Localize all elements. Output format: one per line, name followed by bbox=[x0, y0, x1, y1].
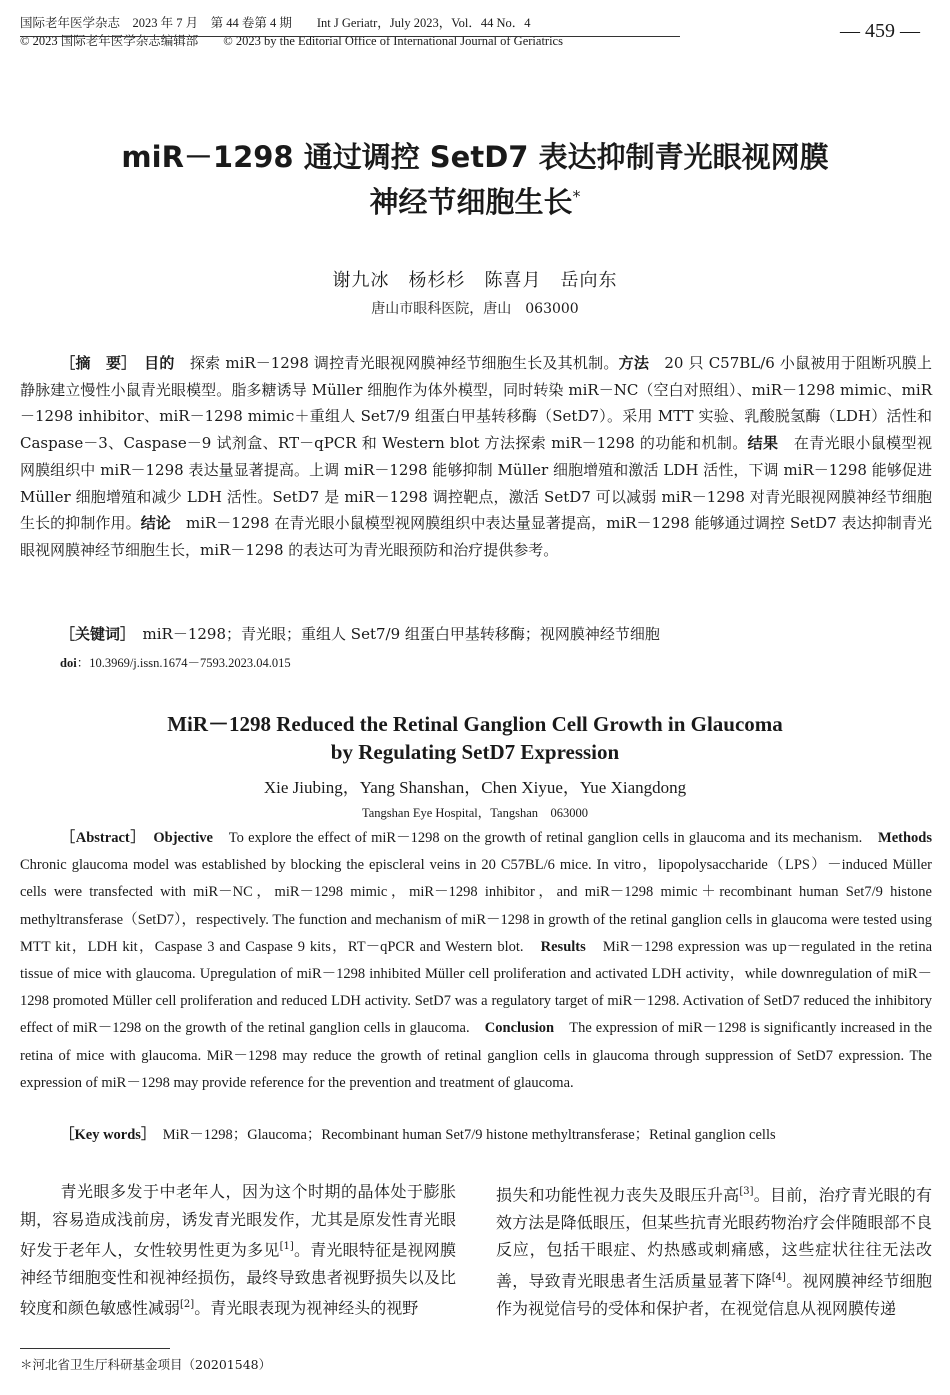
citation-3: [3] bbox=[739, 1186, 754, 1197]
funding-mark: * bbox=[572, 186, 581, 206]
chinese-title-line-1: miR－1298 通过调控 SetD7 表达抑制青光眼视网膜 bbox=[121, 140, 829, 174]
keywords-en-text: MiR－1298；Glaucoma；Recombinant human Set7/9 histone methyltransferase；Retinal ganglion cells bbox=[162, 1127, 776, 1143]
methods-en-text: Chronic glaucoma model was established by blocking the episcleral veins in 20 C57BL/6 mice. In vitro，lipopolysaccharide（LPS）－induced Müller cells were transfected with miR－NC，miR－1298 mimic，miR－1298 inhibitor，and miR－1298 mimic＋recombinant human Set7/9 histone methyltransferase（SetD7），respectively. The function and mechanism of miR－1298 in growth of the retinal ganglion cells in glaucoma were tested using MTT kit，LDH kit，Caspase 3 and Caspase 9 kits，RT－qPCR and Western blot. bbox=[20, 857, 932, 955]
chinese-affiliation: 唐山市眼科医院，唐山 063000 bbox=[371, 301, 579, 317]
body-right-text-1: 损失和功能性视力丧失及眼压升高 bbox=[496, 1185, 740, 1205]
conclusion-en-label: Conclusion bbox=[484, 1020, 555, 1037]
results-en-label: Results bbox=[540, 938, 586, 955]
footnote-rule bbox=[20, 1348, 170, 1349]
chinese-title-line-2 bbox=[0, 180, 950, 221]
methods-cn-label: 方法 bbox=[618, 354, 650, 372]
objective-cn-text: 探索 miR－1298 调控青光眼视网膜神经节细胞生长及其机制。 bbox=[189, 354, 619, 372]
abstract-cn-bracket: ［摘 要］ bbox=[60, 354, 129, 372]
doi-label: doi bbox=[60, 656, 77, 670]
doi-line bbox=[60, 653, 291, 671]
body-left-text-2: 。青光眼特征是视网膜神经节细胞变性和视神经损伤，最终导致患者视野损失以及比较度和颜色敏感性减弱 bbox=[20, 1240, 456, 1318]
conclusion-en-text: The expression of miR－1298 is significantly increased in the retina of mice with glaucoma. MiR－1298 may reduce the growth of retinal ganglion cells in glaucoma through suppression of SetD7 expression. The expression of miR－1298 may provide reference for the prevention and treatment of glaucoma. bbox=[20, 1020, 933, 1091]
english-title-line-2: by Regulating SetD7 Expression bbox=[330, 740, 620, 764]
body-left-text-1: 青光眼多发于中老年人，因为这个时期的晶体处于膨胀期，容易造成浅前房，诱发青光眼发作，尤其是原发性青光眼好发于老年人，女性较男性更为多见 bbox=[20, 1182, 456, 1260]
citation-2: [2] bbox=[180, 1299, 195, 1311]
body-right-text-3: 。视网膜神经节细胞作为视觉信号的受体和保护者，在视觉信息从视网膜传递 bbox=[496, 1271, 932, 1318]
header-rule bbox=[20, 36, 680, 37]
abstract-en-bracket: ［Abstract］ bbox=[60, 830, 139, 846]
citation-4: [4] bbox=[771, 1271, 786, 1283]
english-keywords bbox=[60, 1123, 776, 1144]
body-left-text-3: 。青光眼表现为视神经头的视野 bbox=[194, 1298, 419, 1318]
chinese-keywords bbox=[60, 623, 660, 644]
results-en-text: MiR－1298 expression was up－regulated in the retina tissue of mice with glaucoma. Upregulation of miR－1298 inhibited Müller cell proliferation and activated LDH activity，while downregulation of miR－1298 promoted Müller cell proliferation and reduced LDH activity. SetD7 was a regulatory target of miR－1298. Activation of SetD7 reduced the inhibitory effect of miR－1298 on the growth of the retinal ganglion cells in glaucoma. bbox=[20, 938, 933, 1037]
methods-cn-text: 20 只 C57BL/6 小鼠被用于阻断巩膜上静脉建立慢性小鼠青光眼模型。脂多糖诱导 Müller 细胞作为体外模型，同时转染 miR－NC（空白对照组）、miR－1298 mimic、miR－1298 inhibitor、miR－1298 mimic＋重组人 Set7/9 组蛋白甲基转移酶（SetD7）。采用 MTT 实验、乳酸脱氢酶（LDH）活性和 Caspase－3、Caspase－9 试剂盒、RT－qPCR 和 Western blot 方法探索 miR－1298 的功能和机制。 bbox=[20, 354, 932, 453]
body-column-left bbox=[20, 1178, 456, 1322]
objective-cn-label: 目的 bbox=[144, 354, 175, 372]
english-abstract bbox=[20, 825, 932, 1097]
chinese-abstract bbox=[20, 350, 932, 564]
body-column-right bbox=[496, 1178, 932, 1322]
results-cn-text: 在青光眼小鼠模型视网膜组织中 miR－1298 表达量显著提高。上调 miR－1298 能够抑制 Müller 细胞增殖和激活 LDH 活性，下调 miR－1298 能够促进 Müller 细胞增殖和减少 LDH 活性。SetD7 是 miR－1298 调控靶点，激活 SetD7 可以减弱 miR－1298 对青光眼视网膜神经节细胞生长的抑制作用。 bbox=[20, 434, 932, 533]
chinese-authors: 谢九冰 杨杉杉 陈喜月 岳向东 bbox=[332, 270, 618, 291]
header-journal-line: 国际老年医学杂志 2023 年 7 月 第 44 卷第 4 期 Int J Geriatr，July 2023，Vol．44 No．4 bbox=[20, 16, 531, 30]
keywords-cn-text: miR－1298；青光眼；重组人 Set7/9 组蛋白甲基转移酶；视网膜神经节细胞 bbox=[142, 625, 660, 643]
body-right-text-2: 。目前，治疗青光眼的有效方法是降低眼压，但某些抗青光眼药物治疗会伴随眼部不良反应，包括干眼症、灼热感或刺痛感，这些症状往往无法改善，导致青光眼患者生活质量显著下降 bbox=[496, 1185, 932, 1291]
funding-footnote: ＊河北省卫生厅科研基金项目（20201548） bbox=[20, 1357, 272, 1372]
chinese-title-text: 神经节细胞生长 bbox=[369, 185, 573, 219]
running-header bbox=[20, 14, 563, 50]
english-authors: Xie Jiubing，Yang Shanshan，Chen Xiyue，Yue Xiangdong bbox=[263, 778, 687, 797]
objective-en-label: Objective bbox=[153, 830, 213, 846]
page-number: — 459 — bbox=[840, 20, 920, 42]
conclusion-cn-label: 结论 bbox=[140, 514, 171, 533]
objective-en-text: To explore the effect of miR－1298 on the growth of retinal ganglion cells in glaucoma and its mechanism. bbox=[228, 830, 863, 846]
keywords-cn-label: ［关键词］ bbox=[60, 625, 128, 643]
header-copyright-line: © 2023 国际老年医学杂志编辑部 © 2023 by the Editorial Office of International Journal of Geriatrics bbox=[20, 34, 563, 48]
english-affiliation: Tangshan Eye Hospital，Tangshan 063000 bbox=[362, 806, 588, 820]
keywords-en-label: ［Key words］ bbox=[60, 1127, 149, 1143]
results-cn-label: 结果 bbox=[747, 434, 779, 453]
conclusion-cn-text: miR－1298 在青光眼小鼠模型视网膜组织中表达量显著提高，miR－1298 能够通过调控 SetD7 表达抑制青光眼视网膜神经节细胞生长，miR－1298 的表达可为青光眼预防和治疗提供参考。 bbox=[20, 514, 932, 559]
doi-value: ：10.3969/j.issn.1674－7593.2023.04.015 bbox=[76, 656, 291, 670]
english-title-line-1: MiR－1298 Reduced the Retinal Ganglion Cell Growth in Glaucoma bbox=[167, 712, 783, 736]
citation-1: [1] bbox=[279, 1241, 294, 1252]
methods-en-label: Methods bbox=[878, 830, 933, 846]
